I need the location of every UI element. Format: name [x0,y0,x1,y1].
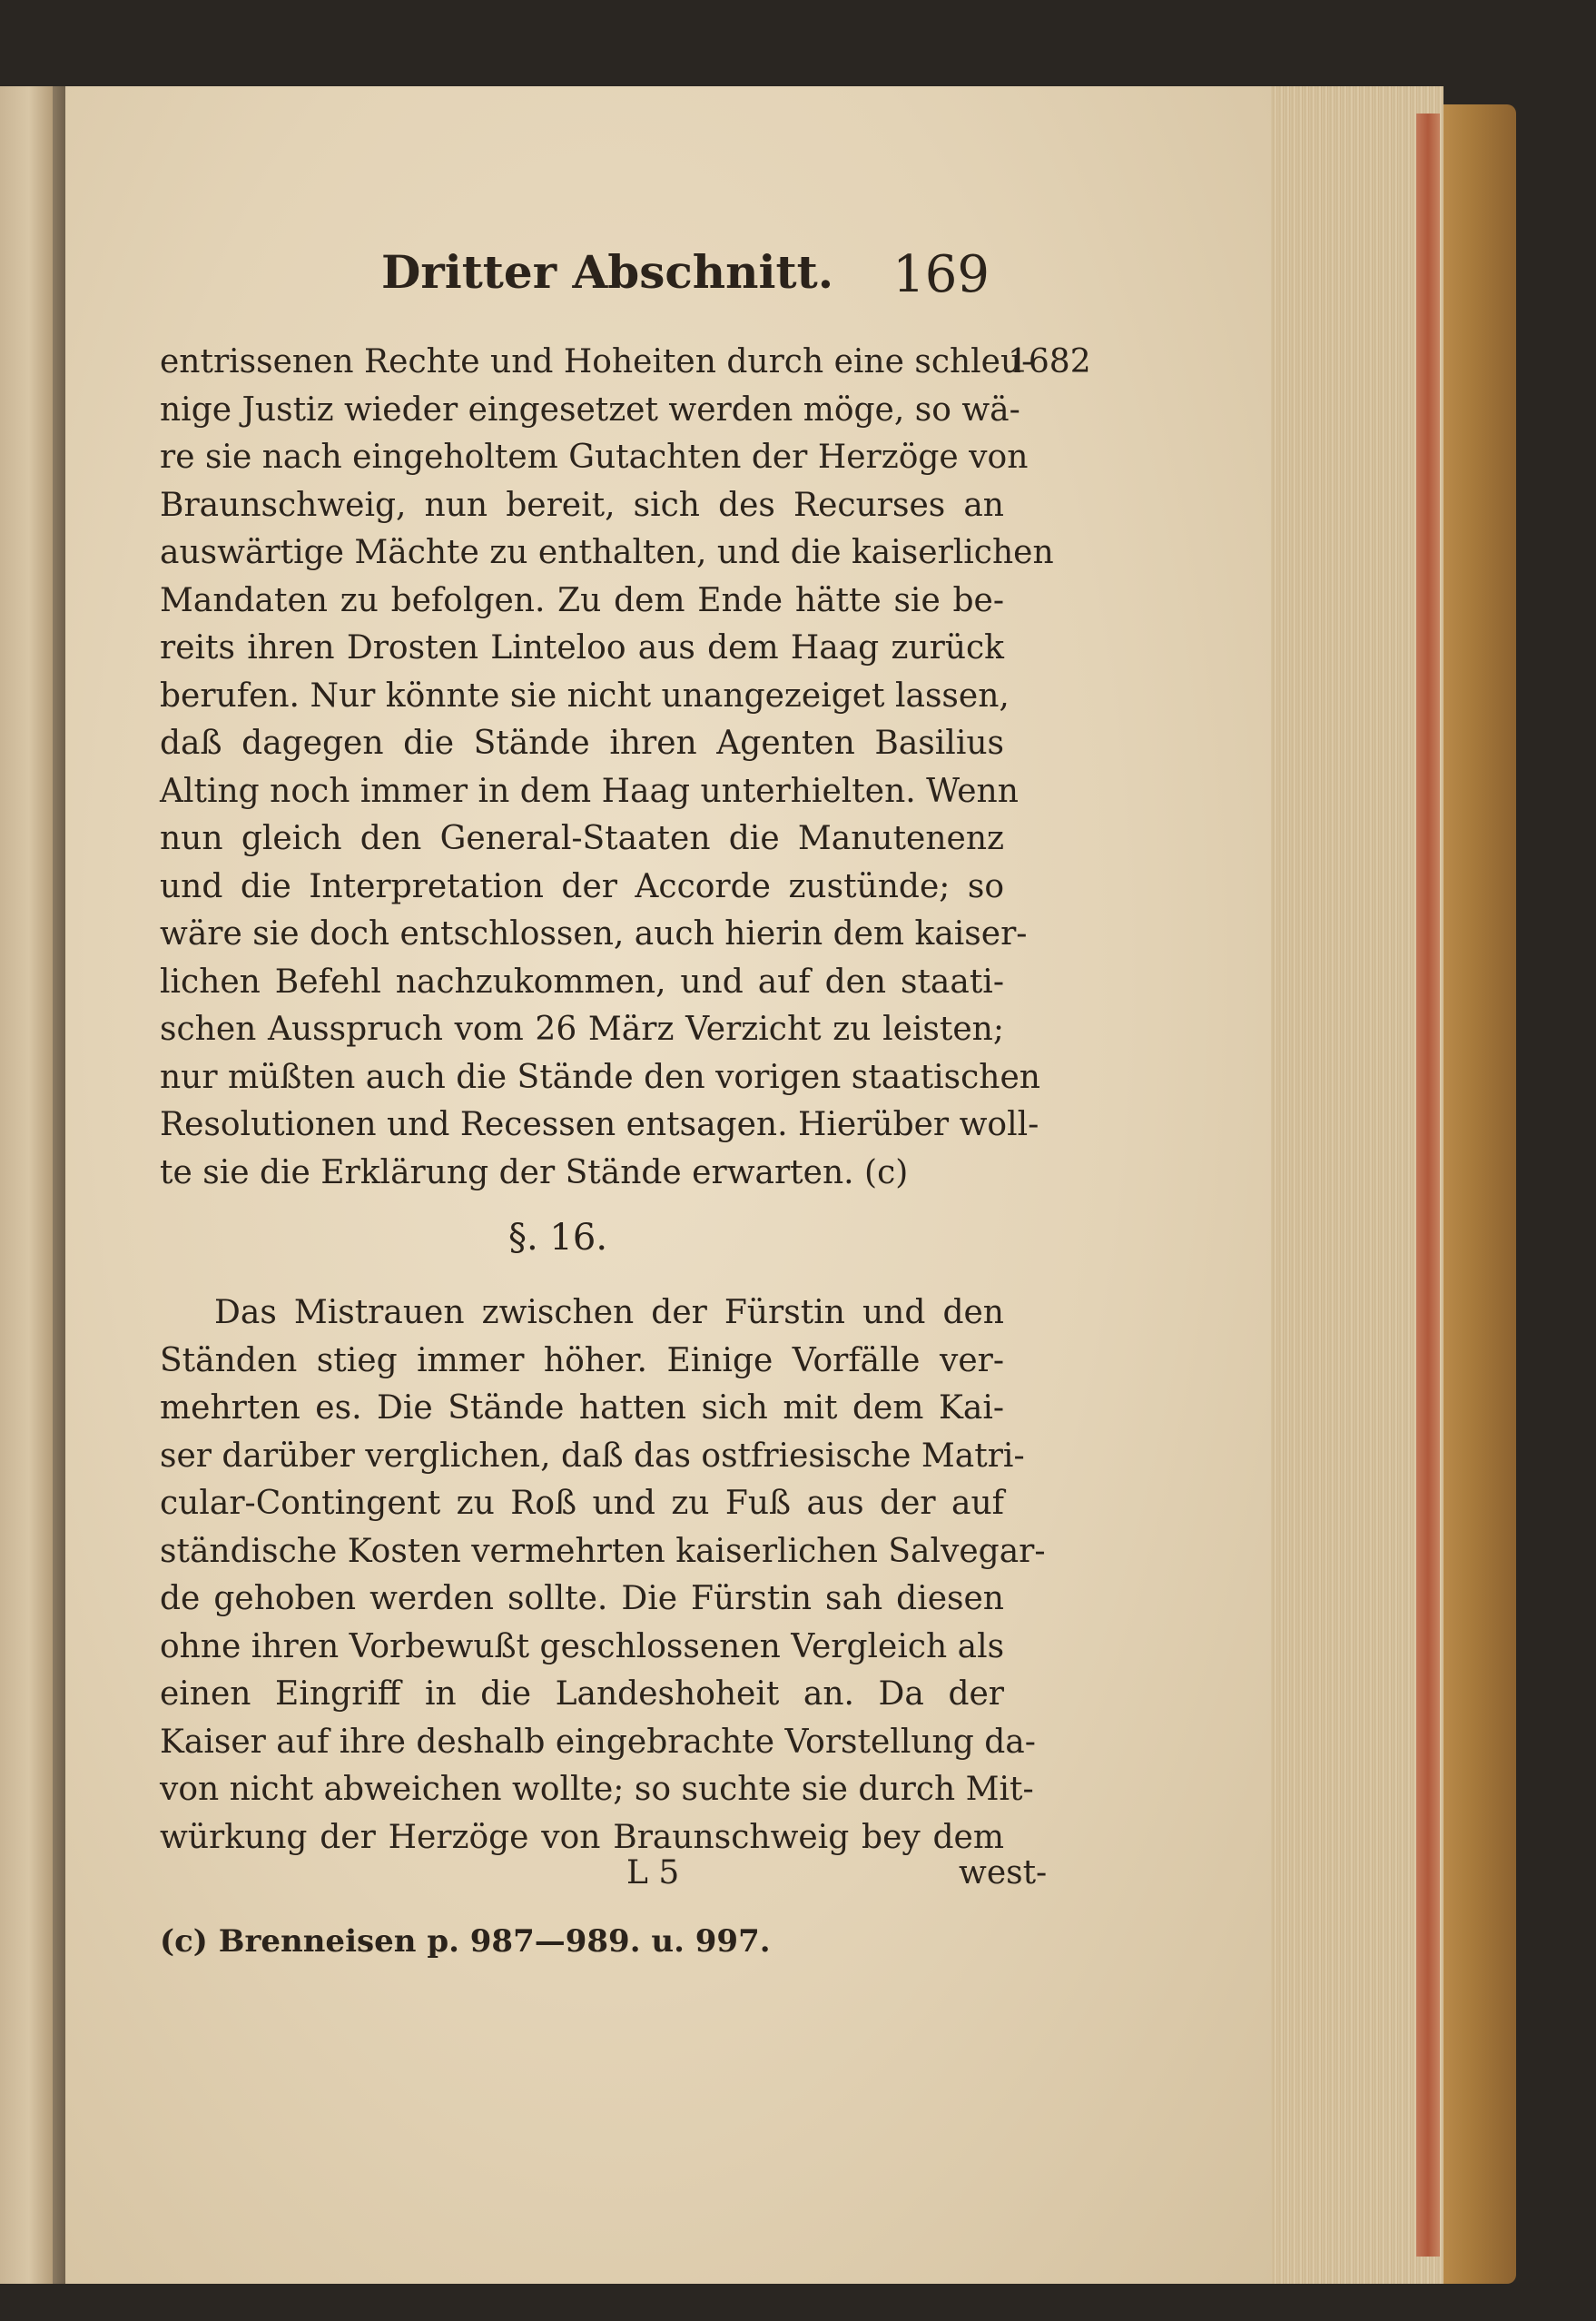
text-line: ser darüber verglichen, daß das ostfriesische Matri- [160,1437,1025,1475]
text-line: de gehoben werden sollte. Die Fürstin sah diesen [160,1580,1004,1617]
left-page-edge [0,86,53,2284]
running-header [381,245,999,309]
text-line: Alting noch immer in dem Haag unterhielten. Wenn [160,772,1019,810]
margin-year: 1682 [1008,343,1091,380]
text-line: einen Eingriff in die Landeshoheit an. Da der [160,1675,1004,1713]
text-line: Das Mistrauen zwischen der Fürstin und den [214,1294,1004,1331]
book-cover-edge [1443,104,1516,2284]
text-line: re sie nach eingeholtem Gutachten der Herzöge von [160,439,1029,476]
text-line: te sie die Erklärung der Stände erwarten. (c) [160,1153,909,1191]
gutter [53,86,65,2284]
red-edge [1416,114,1440,2257]
text-line: Kaiser auf ihre deshalb eingebrachte Vorstellung da- [160,1723,1036,1761]
text-line: und die Interpretation der Accorde zustünde; so [160,867,1004,905]
text-line: Resolutionen und Recessen entsagen. Hierüber woll- [160,1106,1039,1143]
text-line: nun gleich den General-Staaten die Manutenenz [160,820,1004,857]
header-title: Dritter Abschnitt. [381,245,834,299]
text-line: Ständen stieg immer höher. Einige Vorfälle ver- [160,1341,1004,1379]
signature-mark: L 5 [626,1854,680,1891]
text-line: cular-Contingent zu Roß und zu Fuß aus der auf [160,1485,1004,1522]
catchword: west- [959,1854,1048,1891]
text-line: Mandaten zu befolgen. Zu dem Ende hätte sie be- [160,581,1004,619]
text-line: ohne ihren Vorbewußt geschlossenen Vergleich als [160,1627,1005,1665]
text-line: lichen Befehl nachzukommen, und auf den staati- [160,963,1004,1001]
text-line: nur müßten auch die Stände den vorigen staatischen [160,1058,1040,1096]
text-line: schen Ausspruch vom 26 März Verzicht zu leisten; [160,1011,1004,1048]
text-line: wäre sie doch entschlossen, auch hierin dem kaiser- [160,915,1028,953]
text-line: würkung der Herzöge von Braunschweig bey dem [160,1818,1004,1856]
text-line: daß dagegen die Stände ihren Agenten Basilius [160,725,1004,762]
text-line: ständische Kosten vermehrten kaiserlichen Salvegar- [160,1532,1046,1570]
page-number: 169 [892,245,990,304]
text-line: berufen. Nur könnte sie nicht unangezeiget lassen, [160,677,1010,715]
text-line: mehrten es. Die Stände hatten sich mit dem Kai- [160,1389,1004,1427]
text-line: nige Justiz wieder eingesetzet werden möge, so wä- [160,390,1020,429]
text-line: von nicht abweichen wollte; so suchte sie durch Mit- [160,1771,1034,1808]
section-heading: §. 16. [508,1217,608,1259]
text-line: Braunschweig, nun bereit, sich des Recurses an [160,486,1004,524]
footnote: (c) Brenneisen p. 987—989. u. 997. [160,1923,771,1960]
text-line: auswärtige Mächte zu enthalten, und die kaiserlichen [160,534,1054,571]
text-line: reits ihren Drosten Linteloo aus dem Haag zurück [160,629,1004,667]
text-line: entrissenen Rechte und Hoheiten durch eine schleu- [160,343,1033,380]
